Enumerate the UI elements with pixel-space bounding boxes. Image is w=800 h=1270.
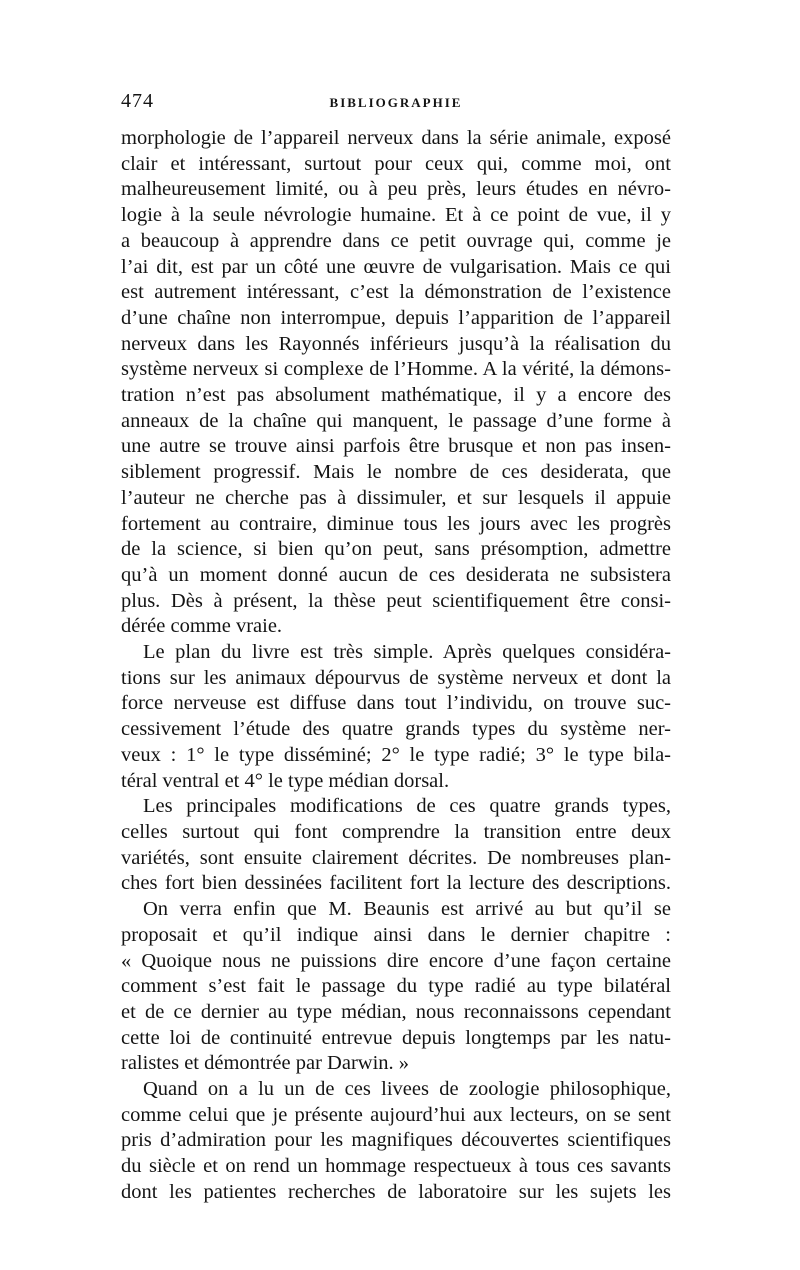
text-line: clair et intéressant, surtout pour ceux qui, comme moi, ont	[121, 152, 671, 175]
paragraph	[121, 1077, 671, 1206]
text-line: anneaux de la chaîne qui manquent, le passage d’une forme à	[121, 409, 671, 432]
page-number: 474	[121, 90, 154, 112]
text-line: malheureusement limité, ou à peu près, leurs études en névro-	[121, 178, 671, 201]
text-line: On verra enfin que M. Beaunis est arrivé au but qu’il se	[143, 898, 671, 921]
text-line: une autre se trouve ainsi parfois être brusque et non pas insen-	[121, 435, 671, 458]
text-line: du siècle et on rend un hommage respectueux à tous ces savants	[121, 1155, 671, 1178]
text-line: dont les patientes recherches de laboratoire sur les sujets les	[121, 1180, 671, 1203]
book-page	[121, 90, 671, 1206]
text-line: de la science, si bien qu’on peut, sans présomption, admettre	[121, 538, 671, 561]
running-head: BIBLIOGRAPHIE	[329, 95, 463, 110]
text-line: téral ventral et 4° le type médian dorsal.	[121, 769, 450, 792]
text-line: qu’à un moment donné aucun de ces desiderata ne subsistera	[121, 563, 671, 586]
text-line: proposait et qu’il indique ainsi dans le dernier chapitre :	[121, 923, 671, 946]
text-line: celles surtout qui font comprendre la transition entre deux	[121, 820, 671, 843]
text-line: dérée comme vraie.	[121, 615, 283, 638]
paragraph	[121, 794, 671, 897]
text-line: ches fort bien dessinées facilitent fort la lecture des descriptions.	[121, 872, 671, 895]
text-line: veux : 1° le type disséminé; 2° le type radié; 3° le type bila-	[121, 743, 671, 766]
text-line: système nerveux si complexe de l’Homme. A la vérité, la démons-	[121, 358, 671, 381]
text-line: l’auteur ne cherche pas à dissimuler, et sur lesquels il appuie	[121, 486, 671, 509]
text-line: Le plan du livre est très simple. Après quelques considéra-	[143, 641, 671, 664]
text-line: et de ce dernier au type médian, nous reconnaissons cependant	[121, 1000, 671, 1023]
text-line: est autrement intéressant, c’est la démonstration de l’existence	[121, 281, 671, 304]
text-line: variétés, sont ensuite clairement décrites. De nombreuses plan-	[121, 846, 671, 869]
text-line: ralistes et démontrée par Darwin. »	[121, 1052, 410, 1075]
paragraph	[121, 126, 671, 640]
text-line: pris d’admiration pour les magnifiques découvertes scientifiques	[121, 1129, 671, 1152]
text-line: l’ai dit, est par un côté une œuvre de vulgarisation. Mais ce qui	[121, 255, 671, 278]
text-line: d’une chaîne non interrompue, depuis l’apparition de l’appareil	[121, 306, 671, 329]
text-line: logie à la seule névrologie humaine. Et à ce point de vue, il y	[121, 204, 671, 227]
body-text	[121, 126, 671, 1206]
text-line: Les principales modifications de ces quatre grands types,	[143, 795, 671, 818]
text-line: comment s’est fait le passage du type radié au type bilatéral	[121, 975, 671, 998]
text-line: comme celui que je présente aujourd’hui aux lecteurs, on se sent	[121, 1103, 671, 1126]
text-line: siblement progressif. Mais le nombre de ces desiderata, que	[121, 461, 671, 484]
paragraph	[121, 897, 671, 1077]
text-line: a beaucoup à apprendre dans ce petit ouvrage qui, comme je	[121, 229, 671, 252]
text-line: force nerveuse est diffuse dans tout l’individu, on trouve suc-	[121, 692, 671, 715]
paragraph	[121, 640, 671, 794]
text-line: fortement au contraire, diminue tous les jours avec les progrès	[121, 512, 671, 535]
text-line: plus. Dès à présent, la thèse peut scientifiquement être consi-	[121, 589, 671, 612]
text-line: nerveux dans les Rayonnés inférieurs jusqu’à la réalisation du	[121, 332, 671, 355]
text-line: morphologie de l’appareil nerveux dans la série animale, exposé	[121, 127, 671, 149]
text-line: cessivement l’étude des quatre grands types du système ner-	[121, 718, 671, 741]
text-line: « Quoique nous ne puissions dire encore d’une façon certaine	[121, 949, 671, 972]
text-line: tions sur les animaux dépourvus de système nerveux et dont la	[121, 666, 671, 689]
text-line: cette loi de continuité entrevue depuis longtemps par les natu-	[121, 1026, 671, 1049]
text-line: tration n’est pas absolument mathématique, il y a encore des	[121, 384, 671, 407]
text-line: Quand on a lu un de ces livees de zoologie philosophique,	[143, 1078, 671, 1101]
page-header	[121, 90, 671, 120]
